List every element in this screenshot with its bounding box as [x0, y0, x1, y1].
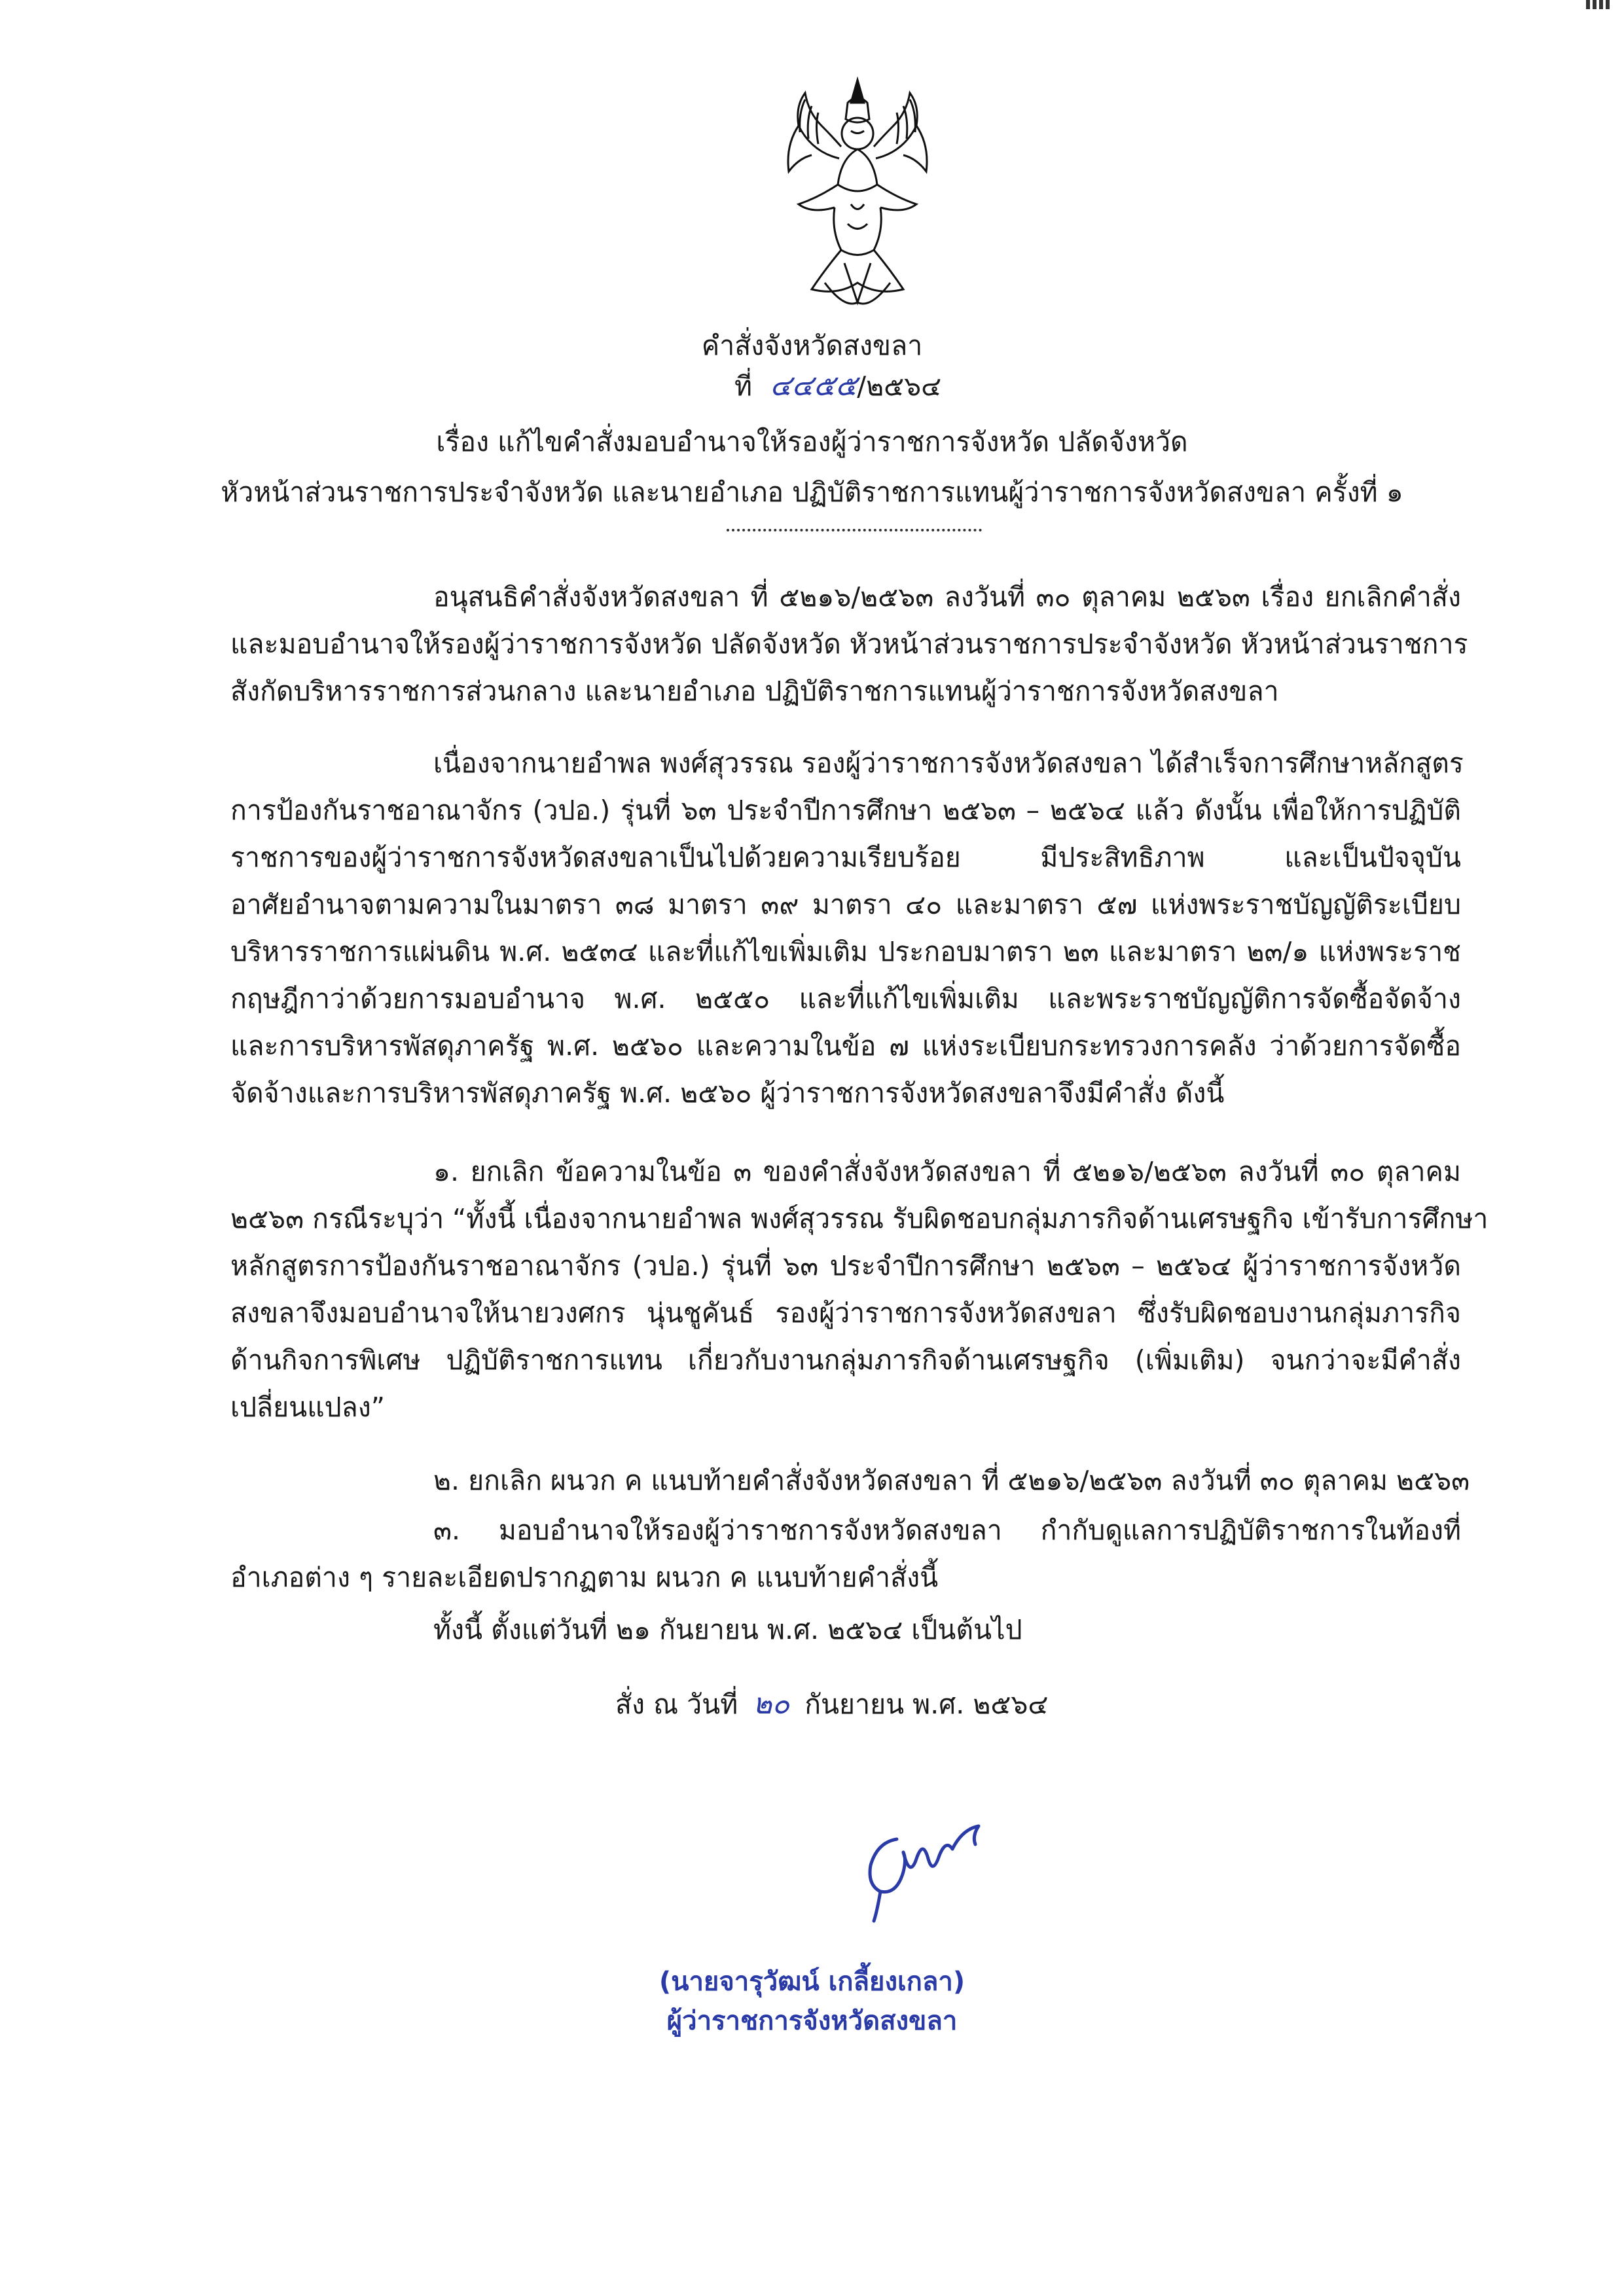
effective-date: ทั้งนี้ ตั้งแต่วันที่ ๒๑ กันยายน พ.ศ. ๒๕๖๔ เป็นต้นไป [433, 1614, 1022, 1645]
paragraph-line: ๑. ยกเลิก ข้อความในข้อ ๓ ของคำสั่งจังหวัดสงขลา ที่ ๕๒๑๖/๒๕๖๓ ลงวันที่ ๓๐ ตุลาคม [433, 1156, 1461, 1187]
paragraph-line: เปลี่ยนแปลง” [230, 1391, 386, 1423]
paragraph-line: การป้องกันราชอาณาจักร (วปอ.) รุ่นที่ ๖๓ ประจำปีการศึกษา ๒๕๖๓ – ๒๕๖๔ แล้ว ดังนั้น เพื่อให้การปฏิบัติ [230, 795, 1461, 826]
paragraph-reference [230, 577, 1468, 711]
signer-position: ผู้ว่าราชการจังหวัดสงขลา [666, 2006, 958, 2036]
paragraph-line: และมอบอำนาจให้รองผู้ว่าราชการจังหวัด ปลัดจังหวัด หัวหน้าส่วนราชการประจำจังหวัด หัวหน้าส่วนราชการ [230, 628, 1468, 660]
order-item-3 [230, 1511, 1461, 1597]
paragraph-line: อำเภอต่าง ๆ รายละเอียดปรากฏตาม ผนวก ค แนบท้ายคำสั่งนี้ [230, 1562, 939, 1593]
paragraph-line: เนื่องจากนายอำพล พงศ์สุวรรณ รองผู้ว่าราชการจังหวัดสงขลา ได้สำเร็จการศึกษาหลักสูตร [433, 747, 1464, 779]
order-date [615, 1685, 1048, 1724]
corner-mark-icon [1586, 0, 1612, 9]
order-number-suffix: /๒๕๖๔ [857, 370, 942, 402]
garuda-emblem-icon [759, 73, 956, 315]
paragraph-line: บริหารราชการแผ่นดิน พ.ศ. ๒๕๓๔ และที่แก้ไขเพิ่มเติม ประกอบมาตรา ๒๓ และมาตรา ๒๓/๑ แห่งพระราช [230, 936, 1461, 967]
order-title: คำสั่งจังหวัดสงขลา [701, 330, 923, 361]
order-item-2 [230, 1461, 1470, 1500]
paragraph-line: ๒. ยกเลิก ผนวก ค แนบท้ายคำสั่งจังหวัดสงขลา ที่ ๕๒๑๖/๒๕๖๓ ลงวันที่ ๓๐ ตุลาคม ๒๕๖๓ [433, 1465, 1470, 1496]
paragraph-line: จัดจ้างและการบริหารพัสดุภาครัฐ พ.ศ. ๒๕๖๐ ผู้ว่าราชการจังหวัดสงขลาจึงมีคำสั่ง ดังนี้ [230, 1077, 1225, 1109]
paragraph-line: อาศัยอำนาจตามความในมาตรา ๓๘ มาตรา ๓๙ มาตรา ๔๐ และมาตรา ๕๗ แห่งพระราชบัญญัติระเบียบ [230, 889, 1461, 920]
paragraph-line: หลักสูตรการป้องกันราชอาณาจักร (วปอ.) รุ่นที่ ๖๓ ประจำปีการศึกษา ๒๕๖๓ – ๒๕๖๔ ผู้ว่าราชการจังหวัด [230, 1250, 1461, 1282]
subject-line-1: เรื่อง แก้ไขคำสั่งมอบอำนาจให้รองผู้ว่าราชการจังหวัด ปลัดจังหวัด [436, 426, 1188, 457]
subject-line-2: หัวหน้าส่วนราชการประจำจังหวัด และนายอำเภอ ปฏิบัติราชการแทนผู้ว่าราชการจังหวัดสงขลา ครั้งที่ ๑ [221, 476, 1403, 508]
paragraph-line: ด้านกิจการพิเศษ ปฏิบัติราชการแทน เกี่ยวกับงานกลุ่มภารกิจด้านเศรษฐกิจ (เพิ่มเติม) จนกว่าจะมีคำสั่ง [230, 1344, 1461, 1376]
paragraph-reason [230, 744, 1464, 1113]
order-number-handwritten: ๔๔๕๕ [770, 369, 857, 403]
signature-icon [851, 1813, 1001, 1924]
order-item-1 [230, 1152, 1489, 1427]
order-date-prefix: สั่ง ณ วันที่ [615, 1689, 738, 1720]
paragraph-line: ๒๕๖๓ กรณีระบุว่า “ทั้งนี้ เนื่องจากนายอำพล พงศ์สุวรรณ รับผิดชอบกลุ่มภารกิจด้านเศรษฐกิจ เข้ารับการศึกษา [230, 1203, 1489, 1234]
paragraph-line: ราชการของผู้ว่าราชการจังหวัดสงขลาเป็นไปด้วยความเรียบร้อย มีประสิทธิภาพ และเป็นปัจจุบัน [230, 842, 1461, 873]
subject-divider [727, 529, 982, 531]
paragraph-line: อนุสนธิคำสั่งจังหวัดสงขลา ที่ ๕๒๑๖/๒๕๖๓ ลงวันที่ ๓๐ ตุลาคม ๒๕๖๓ เรื่อง ยกเลิกคำสั่ง [433, 581, 1461, 613]
order-date-suffix: กันยายน พ.ศ. ๒๕๖๔ [804, 1689, 1049, 1720]
paragraph-line: กฤษฎีกาว่าด้วยการมอบอำนาจ พ.ศ. ๒๕๕๐ และที่แก้ไขเพิ่มเติม และพระราชบัญญัติการจัดซื้อจัดจ้าง [230, 983, 1461, 1014]
signer-name: (นายจารุวัฒน์ เกลี้ยงเกลา) [659, 1967, 965, 1997]
order-date-day-handwritten: ๒๐ [753, 1687, 790, 1721]
paragraph-line: สังกัดบริหารราชการส่วนกลาง และนายอำเภอ ปฏิบัติราชการแทนผู้ว่าราชการจังหวัดสงขลา [230, 675, 1279, 707]
paragraph-line: ๓. มอบอำนาจให้รองผู้ว่าราชการจังหวัดสงขลา กำกับดูแลการปฏิบัติราชการในท้องที่ [433, 1515, 1461, 1546]
paragraph-line: สงขลาจึงมอบอำนาจให้นายวงศกร นุ่นชูคันธ์ รองผู้ว่าราชการจังหวัดสงขลา ซึ่งรับผิดชอบงานกลุ่มภารกิจ [230, 1297, 1461, 1329]
order-number-prefix: ที่ [734, 370, 753, 402]
order-number [734, 367, 941, 406]
paragraph-line: และการบริหารพัสดุภาครัฐ พ.ศ. ๒๕๖๐ และความในข้อ ๗ แห่งระเบียบกระทรวงการคลัง ว่าด้วยการจัดซื้อ [230, 1030, 1461, 1062]
